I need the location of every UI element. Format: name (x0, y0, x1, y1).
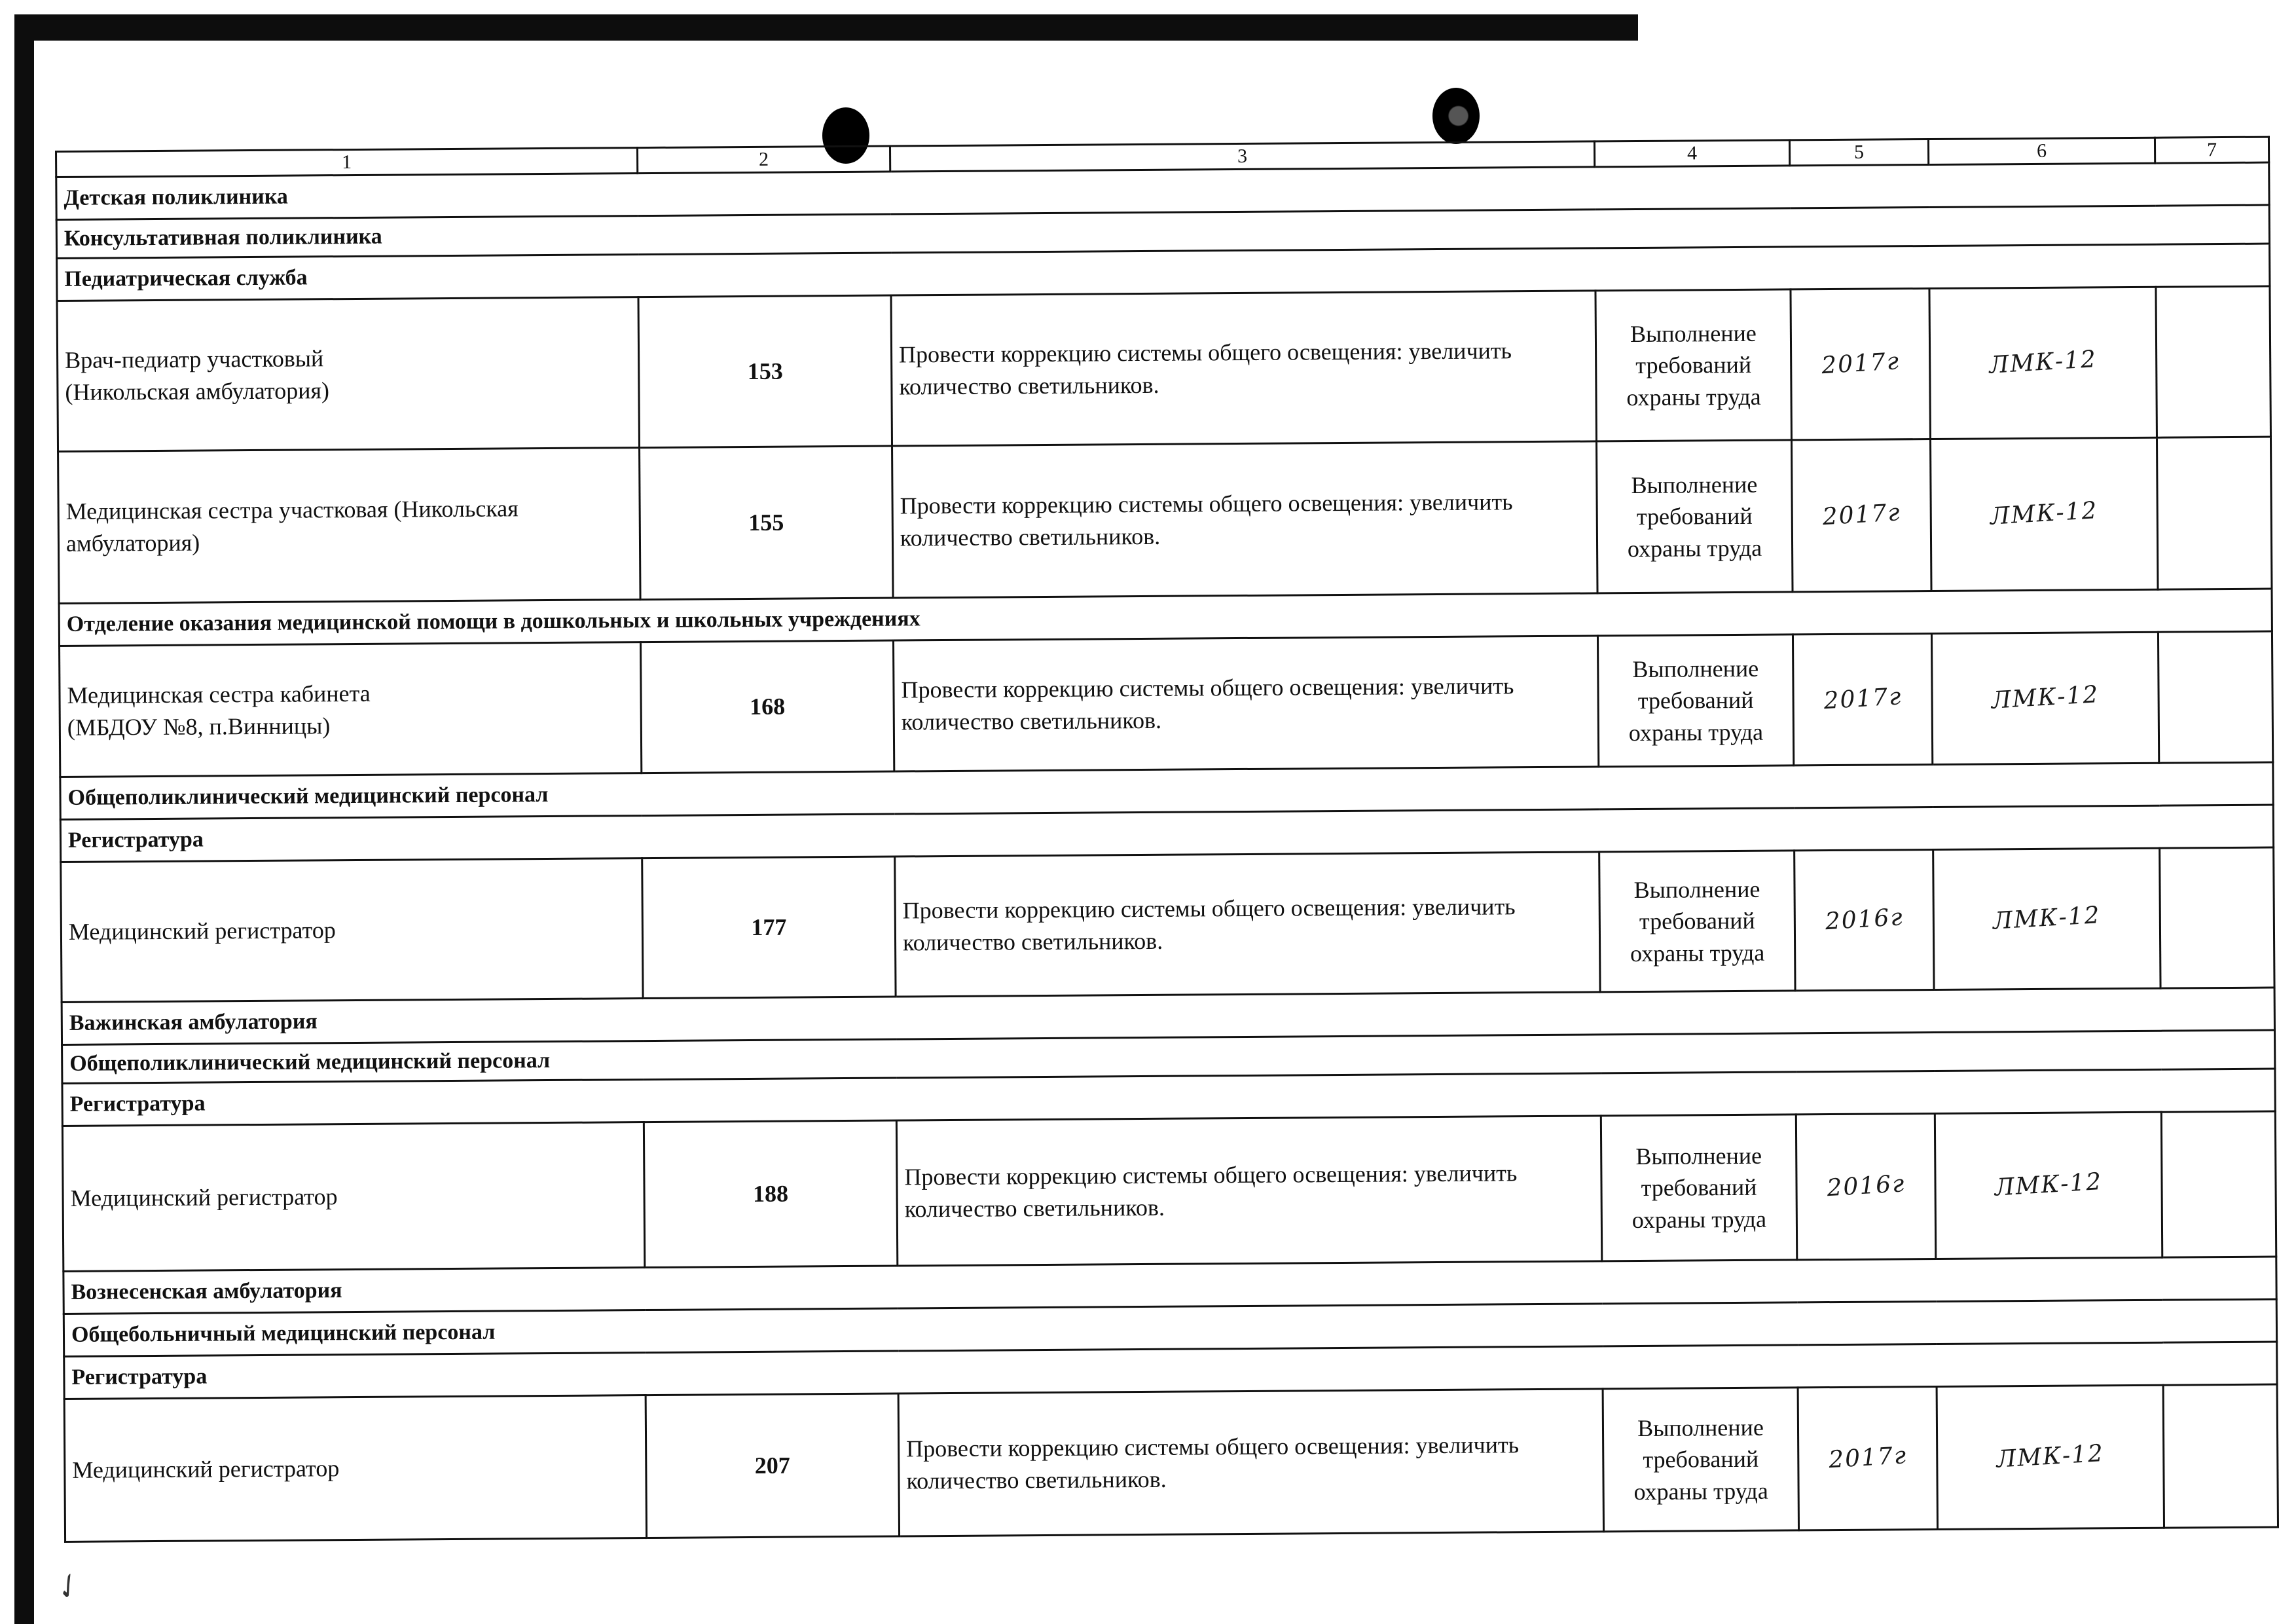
executor-cell (1935, 1112, 2162, 1259)
table-row (60, 631, 2273, 777)
section-title: Общебольничный медицинский персонал (64, 1299, 2276, 1356)
section-title: Важинская амбулатория (62, 987, 2274, 1044)
measures-table (55, 136, 2279, 1543)
note-cell (2163, 1384, 2278, 1528)
column-number: 6 (1928, 138, 2155, 164)
note-cell (2161, 1111, 2276, 1257)
column-number: 4 (1594, 140, 1789, 167)
position-cell: Медицинский регистратор (64, 1395, 646, 1542)
workplace-number-cell: 188 (644, 1120, 897, 1268)
note-cell (2160, 847, 2274, 988)
term-cell (1795, 849, 1934, 990)
position-cell: Медицинская сестра кабинета (МБДОУ №8, п.Винницы) (60, 642, 642, 777)
section-title: Общеполиклинический медицинский персонал (60, 762, 2273, 819)
table-row (58, 437, 2272, 603)
term-cell (1791, 289, 1931, 440)
section-title: Детская поликлиника (56, 162, 2269, 219)
term-handwritten: 2016г (1825, 1170, 1906, 1202)
table-body (56, 162, 2278, 1541)
position-cell: Медицинская сестра участковая (Никольская амбулатория) (58, 448, 641, 604)
scan-left-edge (14, 14, 34, 1624)
position-cell: Врач-педиатр участковый (Никольская амбулатория) (57, 297, 640, 452)
term-cell (1798, 1386, 1937, 1530)
scan-top-edge (14, 14, 1638, 41)
workplace-number-cell: 153 (638, 295, 892, 448)
goal-cell: Выполнение требований охраны труда (1596, 440, 1793, 593)
executor-handwritten: ЛМК-12 (1990, 681, 2100, 714)
table-row (62, 1111, 2276, 1271)
position-cell: Медицинский регистратор (62, 1122, 644, 1272)
note-cell (2156, 286, 2271, 437)
punch-hole-icon (1432, 88, 1480, 144)
goal-cell: Выполнение требований охраны труда (1595, 289, 1792, 441)
section-title: Педиатрическая служба (57, 244, 2270, 301)
term-handwritten: 2017г (1823, 683, 1903, 715)
note-cell (2157, 437, 2272, 589)
measure-cell: Провести коррекцию системы общего освещения: увеличить количество светильников. (892, 441, 1598, 598)
goal-cell: Выполнение требований охраны труда (1597, 635, 1793, 767)
column-number: 5 (1789, 139, 1928, 166)
term-handwritten: 2016г (1824, 904, 1904, 936)
goal-cell: Выполнение требований охраны труда (1603, 1388, 1798, 1532)
executor-handwritten: ЛМК-12 (1994, 1168, 2104, 1202)
note-cell (2158, 631, 2272, 763)
table-row (57, 286, 2270, 451)
section-title: Регистратура (62, 1069, 2275, 1126)
goal-cell: Выполнение требований охраны труда (1601, 1115, 1796, 1261)
executor-cell (1937, 1385, 2164, 1529)
executor-handwritten: ЛМК-12 (1995, 1440, 2105, 1473)
executor-cell (1929, 287, 2157, 439)
goal-cell: Выполнение требований охраны труда (1599, 851, 1795, 992)
executor-handwritten: ЛМК-12 (1992, 902, 2102, 935)
workplace-number-cell: 207 (646, 1393, 899, 1538)
column-number: 7 (2155, 137, 2269, 163)
term-handwritten: 2017г (1821, 499, 1902, 531)
section-title: Общеполиклинический медицинский персонал (62, 1030, 2275, 1083)
table-row (64, 1384, 2278, 1541)
term-handwritten: 2017г (1827, 1442, 1908, 1474)
executor-handwritten: ЛМК-12 (1989, 497, 2099, 530)
section-title: Консультативная поликлиника (56, 205, 2269, 258)
section-title: Регистратура (64, 1342, 2277, 1399)
column-number: 2 (637, 146, 890, 174)
executor-cell (1930, 437, 2158, 591)
table-row (61, 847, 2274, 1002)
measure-cell: Провести коррекцию системы общего освещения: увеличить количество светильников. (895, 852, 1600, 997)
measure-cell: Провести коррекцию системы общего освещения: увеличить количество светильников. (898, 1389, 1603, 1536)
term-cell (1791, 439, 1931, 592)
executor-cell (1931, 632, 2159, 764)
measure-cell: Провести коррекцию системы общего освещения: увеличить количество светильников. (891, 291, 1597, 446)
section-title: Вознесенская амбулатория (64, 1257, 2276, 1314)
measure-cell: Провести коррекцию системы общего освещения: увеличить количество светильников. (896, 1116, 1601, 1266)
term-handwritten: 2017г (1820, 348, 1901, 380)
section-title: Отделение оказания медицинской помощи в дошкольных и школьных учреждениях (59, 589, 2272, 646)
executor-handwritten: ЛМК-12 (1988, 346, 2098, 379)
position-cell: Медицинский регистратор (61, 858, 643, 1003)
page-mark: ✓ (46, 1567, 87, 1610)
workplace-number-cell: 155 (640, 446, 894, 600)
term-cell (1796, 1113, 1935, 1259)
column-number: 3 (890, 141, 1594, 172)
measure-cell: Провести коррекцию системы общего освещения: увеличить количество светильников. (893, 636, 1598, 771)
workplace-number-cell: 168 (640, 640, 894, 773)
executor-cell (1933, 848, 2160, 989)
term-cell (1793, 634, 1932, 766)
workplace-number-cell: 177 (642, 857, 896, 999)
measures-table-sheet (55, 136, 2277, 1543)
column-number: 1 (56, 148, 638, 177)
section-title: Регистратура (60, 805, 2273, 862)
